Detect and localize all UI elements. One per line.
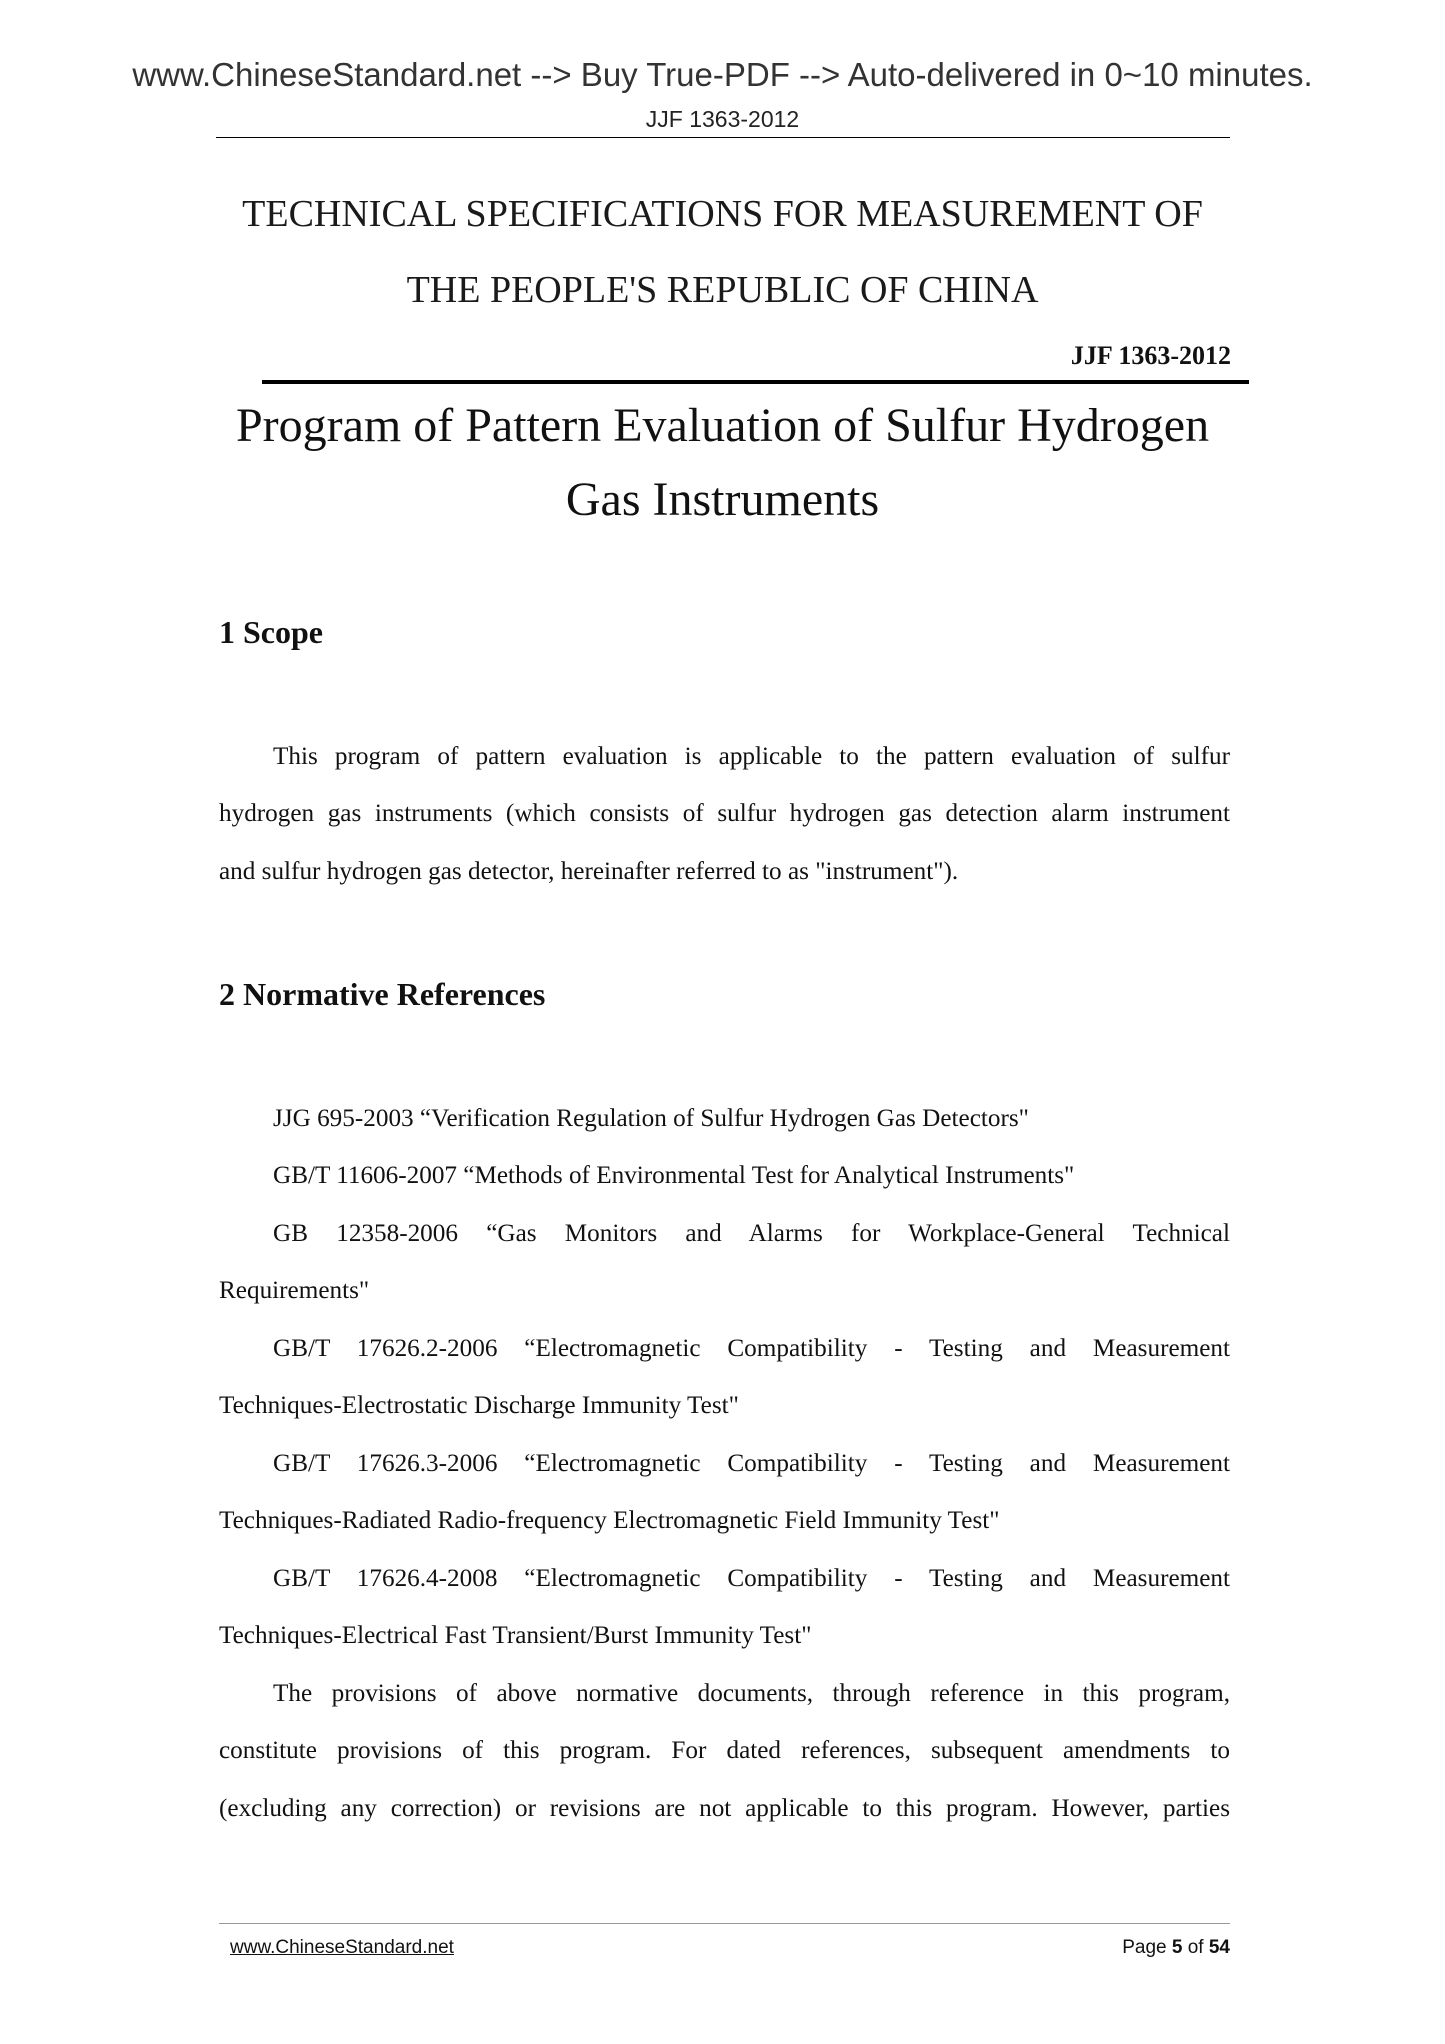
scope-line-2: hydrogen gas instruments (which consists of sulfur hydrogen gas detection alarm instrument [219,800,1230,827]
running-header: JJF 1363-2012 [645,106,800,132]
title-rule [262,380,1249,384]
footer-rule [219,1923,1230,1924]
references-paragraph-line-3: (excluding any correction) or revisions are not applicable to this program. However, parties [219,1795,1230,1822]
reference-item-continued: Techniques-Radiated Radio-frequency Electromagnetic Field Immunity Test" [219,1507,1000,1534]
reference-item: GB/T 17626.4-2008 “Electromagnetic Compatibility - Testing and Measurement [273,1565,1230,1592]
document-title-line-2: Gas Instruments [565,473,880,526]
scope-line-3: and sulfur hydrogen gas detector, hereinafter referred to as "instrument"). [219,858,959,885]
document-title-line-1: Program of Pattern Evaluation of Sulfur Hydrogen [235,399,1210,452]
reference-item-continued: Techniques-Electrostatic Discharge Immunity Test" [219,1392,739,1419]
page-number: 5 [1171,1937,1183,1958]
reference-item: JJG 695-2003 “Verification Regulation of Sulfur Hydrogen Gas Detectors" [273,1105,1029,1132]
reference-item: GB/T 17626.2-2006 “Electromagnetic Compatibility - Testing and Measurement [273,1335,1230,1362]
standard-code: JJF 1363-2012 [1070,341,1231,370]
page-total: 54 [1208,1937,1230,1958]
page-word: Page [1122,1937,1167,1958]
of-word: of [1187,1937,1204,1958]
reference-item-continued: Requirements" [219,1277,370,1304]
footer-site-link[interactable]: www.ChineseStandard.net [230,1937,454,1958]
section-heading-normative-references: 2 Normative References [219,976,546,1012]
reference-item: GB/T 11606-2007 “Methods of Environmental Test for Analytical Instruments" [273,1162,1075,1189]
reference-item: GB/T 17626.3-2006 “Electromagnetic Compatibility - Testing and Measurement [273,1450,1230,1477]
header-rule [216,137,1230,138]
references-paragraph-line-1: The provisions of above normative documents, through reference in this program, [273,1680,1230,1707]
promo-banner: www.ChineseStandard.net --> Buy True-PDF --> Auto-delivered in 0~10 minutes. [132,56,1313,93]
reference-item: GB 12358-2006 “Gas Monitors and Alarms for Workplace-General Technical [273,1220,1230,1247]
page-indicator [1122,1937,1230,1959]
reference-item-continued: Techniques-Electrical Fast Transient/Burst Immunity Test" [219,1622,812,1649]
agency-line-2: THE PEOPLE'S REPUBLIC OF CHINA [406,269,1039,311]
section-heading-scope: 1 Scope [219,614,323,650]
scope-line-1: This program of pattern evaluation is applicable to the pattern evaluation of sulfur [273,743,1230,770]
agency-line-1: TECHNICAL SPECIFICATIONS FOR MEASUREMENT OF [242,193,1203,235]
references-paragraph-line-2: constitute provisions of this program. For dated references, subsequent amendments to [219,1737,1230,1764]
